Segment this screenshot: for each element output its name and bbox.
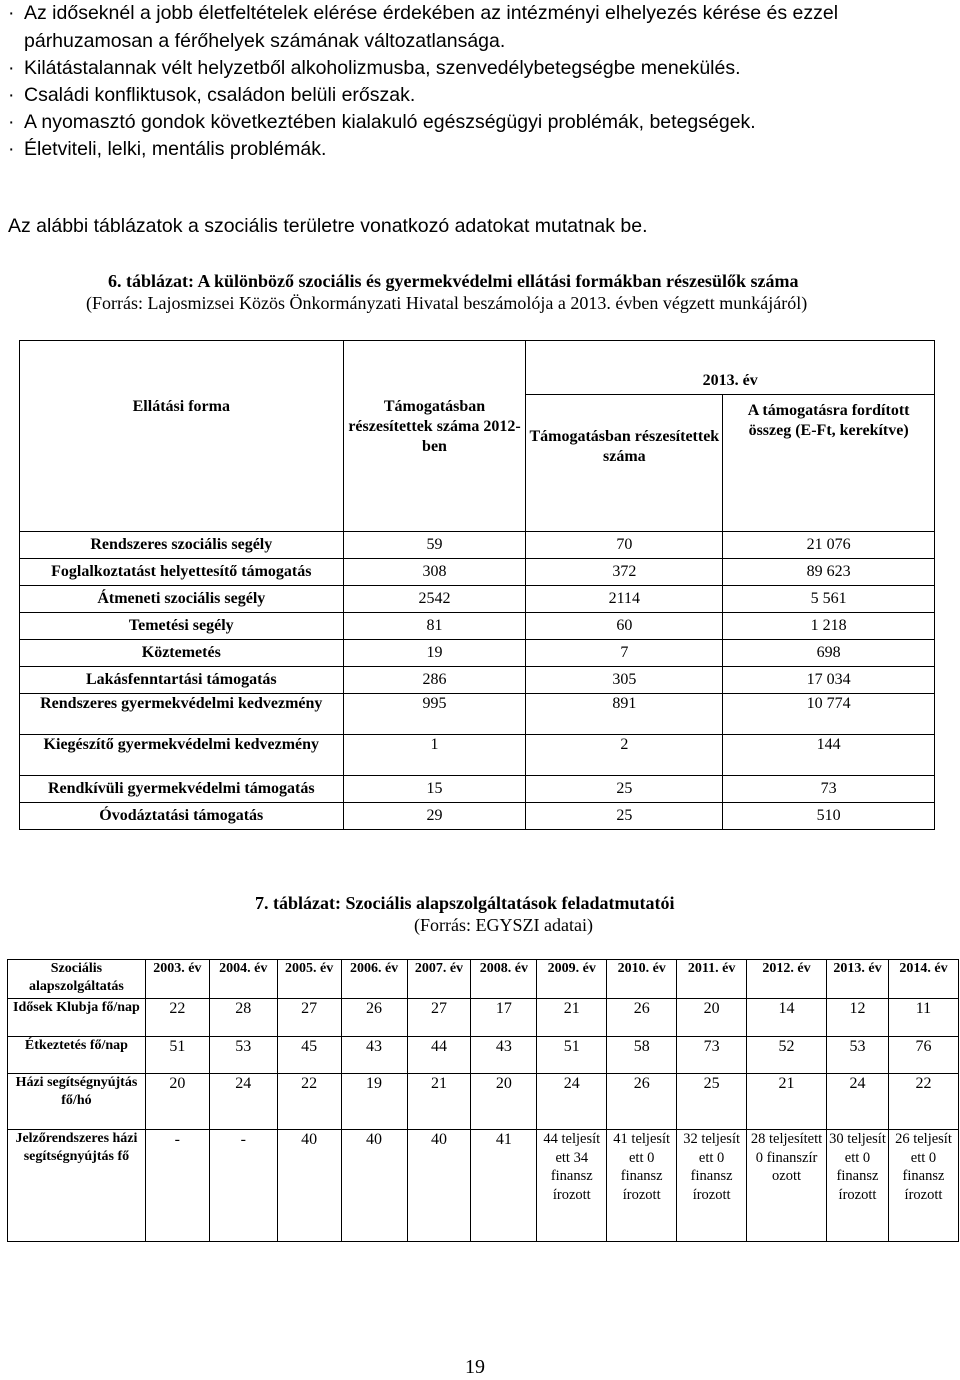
table7-year: 2007. év (407, 960, 471, 999)
bullet-line-3: · Családi konfliktusok, családon belüli erőszak. (8, 84, 416, 106)
table7-year: 2006. év (341, 960, 407, 999)
table7-year: 2014. év (888, 960, 958, 999)
bullet-line-4: · A nyomasztó gondok következtében kialakuló egészségügyi problémák, betegségek. (8, 111, 756, 133)
table7-year: 2008. év (471, 960, 537, 999)
table7-year: 2012. év (747, 960, 827, 999)
table-row: Rendszeres szociális segély 59 70 21 076 (20, 532, 935, 559)
table7-header-row (8, 960, 959, 999)
table7-caption: 7. táblázat: Szociális alapszolgáltatások feladatmutatói (255, 893, 675, 913)
table-row: Rendszeres gyermekvédelmi kedvezmény 995 891 10 774 (20, 694, 935, 735)
table7-source: (Forrás: EGYSZI adatai) (414, 915, 593, 935)
table7-header-label: Szociális alapszolgáltatás (8, 960, 146, 999)
table6-header-form: Ellátási forma (20, 341, 344, 532)
table6-caption: 6. táblázat: A különböző szociális és gyermekvédelmi ellátási formákban részesülők száma (108, 271, 799, 291)
table-row: Házi segítségnyújtás fő/hó 20 24 22 19 21 20 24 26 25 21 24 22 (8, 1074, 959, 1130)
table7-year: 2009. év (537, 960, 607, 999)
table7-year: 2005. év (277, 960, 341, 999)
table7-year: 2013. év (827, 960, 889, 999)
table6-header-amount: A támogatásra fordított összeg (E-Ft, kerekítve) (723, 395, 935, 532)
table-row: Óvodáztatási támogatás 29 25 510 (20, 803, 935, 830)
table-row: Idősek Klubja fő/nap 22 28 27 26 27 17 21 26 20 14 12 11 (8, 999, 959, 1037)
bullet-line-1-cont: párhuzamosan a férőhelyek számának változatlansága. (24, 30, 506, 52)
table-row: Foglalkoztatást helyettesítő támogatás 308 372 89 623 (20, 559, 935, 586)
table6-source: (Forrás: Lajosmizsei Közös Önkormányzati Hivatal beszámolója a 2013. évben végzett munkájáról) (86, 293, 808, 313)
bullet-line-5: · Életviteli, lelki, mentális problémák. (8, 138, 327, 160)
table-row: Köztemetés 19 7 698 (20, 640, 935, 667)
table-row: Kiegészítő gyermekvédelmi kedvezmény 1 2 144 (20, 735, 935, 776)
table7-year: 2004. év (209, 960, 277, 999)
table-row: Átmeneti szociális segély 2542 2114 5 561 (20, 586, 935, 613)
table6-header-2012: Támogatásban részesítettek száma 2012-ben (343, 341, 526, 532)
table-row: Jelzőrendszeres házi segítségnyújtás fő - - 40 40 40 41 44 teljesít ett 34 finansz írozott 41 teljesít ett 0 finansz írozott 32 teljesít ett 0 finansz írozott 28 teljesített 0 finanszír ozott 30 teljesít ett 0 finansz írozott 26 teljesít ett 0 finansz írozott (8, 1130, 959, 1242)
intro-paragraph: Az alábbi táblázatok a szociális területre vonatkozó adatokat mutatnak be. (8, 215, 648, 237)
bullet-line-2: · Kilátástalannak vélt helyzetből alkoholizmusba, szenvedélybetegségbe menekülés. (8, 57, 741, 79)
table-row: Temetési segély 81 60 1 218 (20, 613, 935, 640)
table7 (7, 959, 959, 1242)
table-row: Rendkívüli gyermekvédelmi támogatás 15 25 73 (20, 776, 935, 803)
table7-year: 2003. év (145, 960, 209, 999)
table7-year: 2010. év (607, 960, 677, 999)
table6 (19, 340, 935, 830)
table6-header-2013-count: Támogatásban részesítettek száma (526, 395, 723, 532)
page-number: 19 (465, 1356, 485, 1378)
table-row: Étkeztetés fő/nap 51 53 45 43 44 43 51 58 73 52 53 76 (8, 1037, 959, 1074)
bullet-line-1: · Az időseknél a jobb életfeltételek elérése érdekében az intézményi elhelyezés kérése és ezzel (8, 2, 839, 24)
table-row: Lakásfenntartási támogatás 286 305 17 034 (20, 667, 935, 694)
table7-year: 2011. év (677, 960, 747, 999)
table6-header-year: 2013. év (526, 341, 935, 395)
